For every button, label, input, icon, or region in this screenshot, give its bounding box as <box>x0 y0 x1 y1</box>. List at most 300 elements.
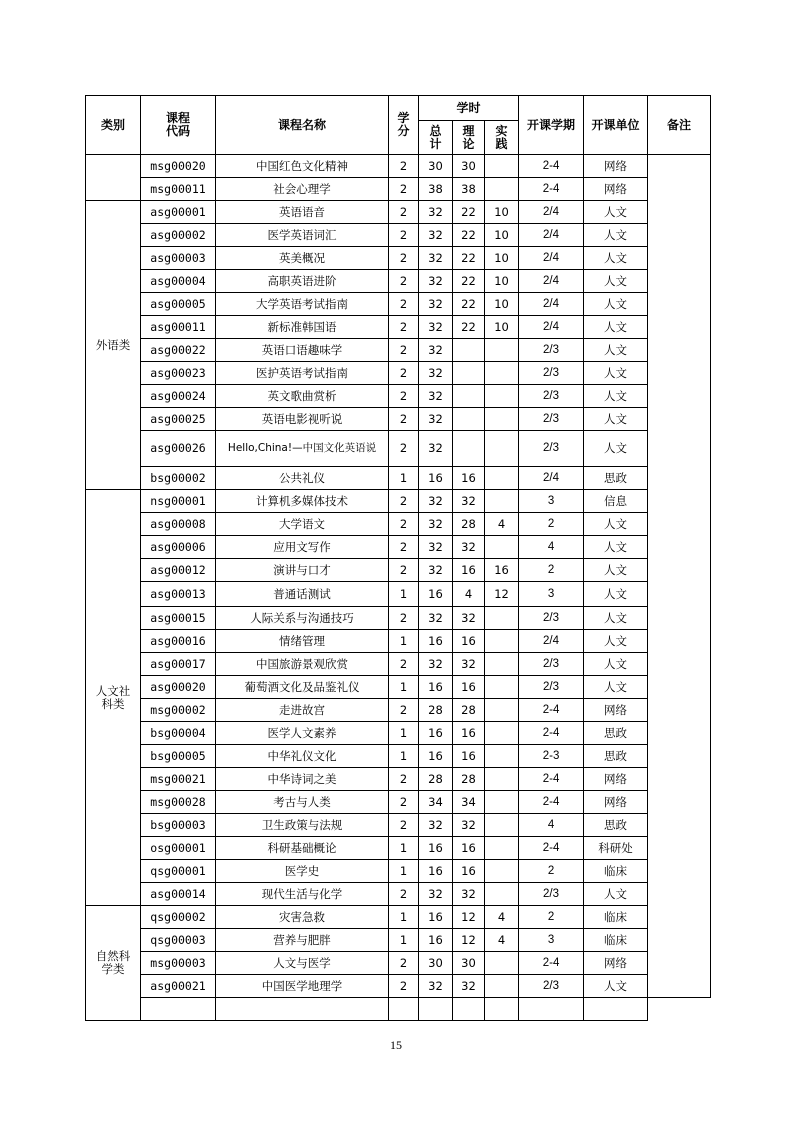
table-body <box>86 155 711 1021</box>
table-header <box>86 96 711 155</box>
unit-cell: 人文 <box>584 607 648 630</box>
unit-cell: 人文 <box>584 431 648 467</box>
practice-hours-cell <box>485 339 519 362</box>
course-name-cell: 考古与人类 <box>216 791 389 814</box>
credit-cell: 1 <box>389 837 419 860</box>
theory-hours-cell <box>453 385 485 408</box>
course-code-cell: bsg00004 <box>141 722 216 745</box>
term-cell: 2/3 <box>519 883 584 906</box>
term-cell: 2 <box>519 860 584 883</box>
unit-cell: 人文 <box>584 513 648 536</box>
theory-hours-cell: 30 <box>453 155 485 178</box>
course-name-cell: 社会心理学 <box>216 178 389 201</box>
course-code-cell: asg00006 <box>141 536 216 559</box>
term-cell: 2-4 <box>519 178 584 201</box>
table-row <box>86 224 711 247</box>
theory-hours-cell: 16 <box>453 860 485 883</box>
total-hours-cell: 16 <box>419 929 453 952</box>
term-cell: 2/4 <box>519 247 584 270</box>
total-hours-cell: 16 <box>419 582 453 607</box>
course-code-cell: qsg00002 <box>141 906 216 929</box>
course-code-cell: asg00026 <box>141 431 216 467</box>
practice-hours-cell: 4 <box>485 906 519 929</box>
total-hours-cell: 28 <box>419 699 453 722</box>
total-hours-cell: 32 <box>419 653 453 676</box>
practice-hours-cell <box>485 722 519 745</box>
credit-cell: 2 <box>389 699 419 722</box>
header-term: 开课学期 <box>519 96 584 155</box>
header-credit: 学 分 <box>389 96 419 155</box>
theory-hours-cell: 32 <box>453 883 485 906</box>
course-code-cell: msg00003 <box>141 952 216 975</box>
total-hours-cell: 32 <box>419 513 453 536</box>
course-code-cell: osg00001 <box>141 837 216 860</box>
theory-hours-cell: 4 <box>453 582 485 607</box>
practice-hours-cell: 10 <box>485 316 519 339</box>
credit-cell: 2 <box>389 952 419 975</box>
term-cell: 3 <box>519 490 584 513</box>
unit-cell: 人文 <box>584 408 648 431</box>
course-name-cell: 公共礼仪 <box>216 467 389 490</box>
course-name-cell: 走进故宫 <box>216 699 389 722</box>
total-hours-cell: 32 <box>419 293 453 316</box>
course-code-cell: qsg00003 <box>141 929 216 952</box>
term-cell: 2/4 <box>519 201 584 224</box>
course-code-cell: nsg00001 <box>141 490 216 513</box>
unit-cell: 人文 <box>584 270 648 293</box>
unit-cell: 人文 <box>584 653 648 676</box>
table-row <box>86 975 711 998</box>
table-row <box>86 883 711 906</box>
credit-cell: 2 <box>389 408 419 431</box>
practice-hours-cell <box>485 837 519 860</box>
term-cell: 2/3 <box>519 676 584 699</box>
theory-hours-cell: 28 <box>453 513 485 536</box>
table-row <box>86 952 711 975</box>
practice-hours-cell <box>485 178 519 201</box>
unit-cell: 网络 <box>584 178 648 201</box>
theory-hours-cell: 16 <box>453 676 485 699</box>
credit-cell: 2 <box>389 814 419 837</box>
unit-cell: 人文 <box>584 339 648 362</box>
category-cell <box>86 155 141 201</box>
course-name-cell: 卫生政策与法规 <box>216 814 389 837</box>
course-name-cell: 医学英语词汇 <box>216 224 389 247</box>
total-hours-cell: 32 <box>419 316 453 339</box>
table-row <box>86 467 711 490</box>
term-cell: 2-4 <box>519 952 584 975</box>
remark-cell <box>648 155 711 998</box>
unit-cell: 人文 <box>584 630 648 653</box>
course-name-cell: 人文与医学 <box>216 952 389 975</box>
total-hours-cell: 32 <box>419 224 453 247</box>
table-row <box>86 582 711 607</box>
theory-hours-cell <box>453 431 485 467</box>
term-cell: 2/4 <box>519 293 584 316</box>
practice-hours-cell: 12 <box>485 582 519 607</box>
term-cell: 4 <box>519 814 584 837</box>
credit-cell: 1 <box>389 722 419 745</box>
unit-cell: 临床 <box>584 860 648 883</box>
total-hours-cell: 16 <box>419 676 453 699</box>
table-row <box>86 293 711 316</box>
practice-hours-cell <box>485 998 519 1021</box>
course-name-cell: 英语口语趣味学 <box>216 339 389 362</box>
term-cell: 2/3 <box>519 408 584 431</box>
table-row <box>86 362 711 385</box>
course-code-cell: asg00008 <box>141 513 216 536</box>
table-row <box>86 722 711 745</box>
header-practice-hours: 实 践 <box>485 121 519 155</box>
theory-hours-cell: 16 <box>453 722 485 745</box>
course-table <box>85 95 711 1021</box>
course-code-cell: asg00005 <box>141 293 216 316</box>
course-name-cell: 英语语音 <box>216 201 389 224</box>
header-course-code: 课程 代码 <box>141 96 216 155</box>
total-hours-cell: 32 <box>419 607 453 630</box>
total-hours-cell: 32 <box>419 814 453 837</box>
course-name-cell: 医学史 <box>216 860 389 883</box>
course-name-cell: 科研基础概论 <box>216 837 389 860</box>
course-code-cell: asg00004 <box>141 270 216 293</box>
term-cell: 2-4 <box>519 155 584 178</box>
term-cell: 2/4 <box>519 467 584 490</box>
theory-hours-cell: 32 <box>453 490 485 513</box>
total-hours-cell: 34 <box>419 791 453 814</box>
unit-cell: 网络 <box>584 699 648 722</box>
table-row <box>86 536 711 559</box>
credit-cell: 2 <box>389 431 419 467</box>
course-name-cell: 中国医学地理学 <box>216 975 389 998</box>
unit-cell: 人文 <box>584 201 648 224</box>
practice-hours-cell: 16 <box>485 559 519 582</box>
credit-cell: 1 <box>389 860 419 883</box>
category-cell: 人文社科类 <box>86 490 141 906</box>
credit-cell: 2 <box>389 385 419 408</box>
total-hours-cell: 32 <box>419 247 453 270</box>
total-hours-cell: 32 <box>419 975 453 998</box>
term-cell: 2-4 <box>519 837 584 860</box>
credit-cell: 2 <box>389 247 419 270</box>
course-name-cell: 新标准韩国语 <box>216 316 389 339</box>
practice-hours-cell <box>485 768 519 791</box>
total-hours-cell: 32 <box>419 883 453 906</box>
course-code-cell: asg00024 <box>141 385 216 408</box>
practice-hours-cell: 10 <box>485 247 519 270</box>
practice-hours-cell <box>485 975 519 998</box>
term-cell: 2 <box>519 906 584 929</box>
credit-cell: 2 <box>389 559 419 582</box>
total-hours-cell: 32 <box>419 490 453 513</box>
table-row <box>86 316 711 339</box>
credit-cell: 2 <box>389 155 419 178</box>
theory-hours-cell: 28 <box>453 699 485 722</box>
table-row <box>86 791 711 814</box>
theory-hours-cell: 16 <box>453 745 485 768</box>
table-row <box>86 155 711 178</box>
table-row <box>86 408 711 431</box>
credit-cell: 1 <box>389 582 419 607</box>
course-name-cell: 普通话测试 <box>216 582 389 607</box>
theory-hours-cell: 28 <box>453 768 485 791</box>
theory-hours-cell <box>453 408 485 431</box>
practice-hours-cell <box>485 630 519 653</box>
table-row <box>86 929 711 952</box>
table-row <box>86 385 711 408</box>
total-hours-cell: 32 <box>419 559 453 582</box>
course-code-cell: msg00021 <box>141 768 216 791</box>
unit-cell: 人文 <box>584 385 648 408</box>
table-row <box>86 490 711 513</box>
term-cell: 2/3 <box>519 431 584 467</box>
course-name-cell: 营养与肥胖 <box>216 929 389 952</box>
course-code-cell: msg00028 <box>141 791 216 814</box>
unit-cell: 网络 <box>584 791 648 814</box>
header-category: 类别 <box>86 96 141 155</box>
practice-hours-cell <box>485 385 519 408</box>
total-hours-cell: 32 <box>419 201 453 224</box>
unit-cell: 人文 <box>584 582 648 607</box>
theory-hours-cell: 32 <box>453 975 485 998</box>
unit-cell: 人文 <box>584 883 648 906</box>
total-hours-cell: 32 <box>419 362 453 385</box>
practice-hours-cell: 10 <box>485 270 519 293</box>
theory-hours-cell: 22 <box>453 247 485 270</box>
course-name-cell: 计算机多媒体技术 <box>216 490 389 513</box>
theory-hours-cell: 32 <box>453 536 485 559</box>
unit-cell: 思政 <box>584 745 648 768</box>
course-code-cell: asg00012 <box>141 559 216 582</box>
credit-cell: 2 <box>389 536 419 559</box>
table-row <box>86 745 711 768</box>
unit-cell: 人文 <box>584 224 648 247</box>
header-course-name: 课程名称 <box>216 96 389 155</box>
term-cell: 4 <box>519 536 584 559</box>
theory-hours-cell <box>453 998 485 1021</box>
practice-hours-cell <box>485 699 519 722</box>
unit-cell: 网络 <box>584 768 648 791</box>
course-code-cell: asg00016 <box>141 630 216 653</box>
practice-hours-cell <box>485 952 519 975</box>
total-hours-cell: 38 <box>419 178 453 201</box>
practice-hours-cell <box>485 814 519 837</box>
credit-cell: 2 <box>389 270 419 293</box>
course-code-cell: msg00002 <box>141 699 216 722</box>
table-row <box>86 339 711 362</box>
theory-hours-cell: 30 <box>453 952 485 975</box>
table-row <box>86 906 711 929</box>
total-hours-cell: 16 <box>419 837 453 860</box>
course-code-cell: asg00017 <box>141 653 216 676</box>
credit-cell: 2 <box>389 513 419 536</box>
table-row <box>86 431 711 467</box>
term-cell: 2/3 <box>519 362 584 385</box>
credit-cell: 1 <box>389 676 419 699</box>
course-name-cell: 演讲与口才 <box>216 559 389 582</box>
term-cell: 2/4 <box>519 316 584 339</box>
course-code-cell: asg00021 <box>141 975 216 998</box>
term-cell: 2-4 <box>519 791 584 814</box>
term-cell <box>519 998 584 1021</box>
course-code-cell: asg00020 <box>141 676 216 699</box>
course-code-cell: asg00025 <box>141 408 216 431</box>
category-cell: 外语类 <box>86 201 141 490</box>
credit-cell <box>389 998 419 1021</box>
credit-cell: 1 <box>389 467 419 490</box>
unit-cell: 网络 <box>584 952 648 975</box>
unit-cell: 人文 <box>584 247 648 270</box>
course-name-cell <box>216 998 389 1021</box>
credit-cell: 1 <box>389 929 419 952</box>
practice-hours-cell <box>485 155 519 178</box>
term-cell: 2/3 <box>519 975 584 998</box>
practice-hours-cell: 4 <box>485 513 519 536</box>
course-name-cell: 人际关系与沟通技巧 <box>216 607 389 630</box>
unit-cell: 网络 <box>584 155 648 178</box>
practice-hours-cell <box>485 362 519 385</box>
theory-hours-cell: 22 <box>453 201 485 224</box>
course-code-cell: bsg00003 <box>141 814 216 837</box>
table-row <box>86 178 711 201</box>
total-hours-cell: 32 <box>419 270 453 293</box>
course-name-cell: 大学英语考试指南 <box>216 293 389 316</box>
unit-cell: 人文 <box>584 362 648 385</box>
term-cell: 2/3 <box>519 385 584 408</box>
course-name-cell: 情绪管理 <box>216 630 389 653</box>
term-cell: 2-4 <box>519 699 584 722</box>
course-code-cell: asg00003 <box>141 247 216 270</box>
header-remark: 备注 <box>648 96 711 155</box>
theory-hours-cell: 22 <box>453 316 485 339</box>
course-name-cell: 中华诗词之美 <box>216 768 389 791</box>
table-row <box>86 699 711 722</box>
theory-hours-cell: 32 <box>453 653 485 676</box>
header-total-hours: 总 计 <box>419 121 453 155</box>
unit-cell: 科研处 <box>584 837 648 860</box>
course-name-cell: Hello,China!—中国文化英语说 <box>216 431 389 467</box>
course-code-cell: asg00002 <box>141 224 216 247</box>
credit-cell: 2 <box>389 653 419 676</box>
theory-hours-cell: 16 <box>453 837 485 860</box>
total-hours-cell: 28 <box>419 768 453 791</box>
theory-hours-cell: 22 <box>453 224 485 247</box>
course-name-cell: 英文歌曲赏析 <box>216 385 389 408</box>
table-row <box>86 270 711 293</box>
table-row <box>86 653 711 676</box>
course-code-cell: bsg00005 <box>141 745 216 768</box>
course-name-cell: 中国红色文化精神 <box>216 155 389 178</box>
course-name-cell: 医学人文素养 <box>216 722 389 745</box>
theory-hours-cell: 34 <box>453 791 485 814</box>
unit-cell: 人文 <box>584 676 648 699</box>
practice-hours-cell <box>485 653 519 676</box>
course-name-cell: 英美概况 <box>216 247 389 270</box>
table-row <box>86 998 711 1021</box>
course-code-cell: asg00022 <box>141 339 216 362</box>
credit-cell: 2 <box>389 975 419 998</box>
credit-cell: 2 <box>389 607 419 630</box>
term-cell: 2/3 <box>519 607 584 630</box>
course-name-cell: 医护英语考试指南 <box>216 362 389 385</box>
practice-hours-cell <box>485 431 519 467</box>
credit-cell: 2 <box>389 224 419 247</box>
practice-hours-cell <box>485 860 519 883</box>
total-hours-cell: 32 <box>419 339 453 362</box>
credit-cell: 2 <box>389 768 419 791</box>
practice-hours-cell <box>485 467 519 490</box>
course-name-cell: 应用文写作 <box>216 536 389 559</box>
term-cell: 2/4 <box>519 224 584 247</box>
category-cell: 自然科学类 <box>86 906 141 1021</box>
theory-hours-cell: 38 <box>453 178 485 201</box>
table-row <box>86 201 711 224</box>
practice-hours-cell: 4 <box>485 929 519 952</box>
course-code-cell: msg00020 <box>141 155 216 178</box>
theory-hours-cell <box>453 339 485 362</box>
table-row <box>86 513 711 536</box>
term-cell: 2/4 <box>519 270 584 293</box>
course-code-cell: asg00023 <box>141 362 216 385</box>
course-name-cell: 中国旅游景观欣赏 <box>216 653 389 676</box>
total-hours-cell <box>419 998 453 1021</box>
practice-hours-cell <box>485 408 519 431</box>
term-cell: 2 <box>519 513 584 536</box>
total-hours-cell: 32 <box>419 385 453 408</box>
course-code-cell: asg00001 <box>141 201 216 224</box>
credit-cell: 2 <box>389 791 419 814</box>
unit-cell: 思政 <box>584 722 648 745</box>
theory-hours-cell: 32 <box>453 607 485 630</box>
term-cell: 3 <box>519 929 584 952</box>
term-cell: 3 <box>519 582 584 607</box>
term-cell: 2/3 <box>519 339 584 362</box>
unit-cell: 人文 <box>584 293 648 316</box>
total-hours-cell: 30 <box>419 952 453 975</box>
credit-cell: 2 <box>389 883 419 906</box>
table-row <box>86 860 711 883</box>
unit-cell <box>584 998 648 1021</box>
table-row <box>86 630 711 653</box>
total-hours-cell: 32 <box>419 431 453 467</box>
unit-cell: 临床 <box>584 929 648 952</box>
theory-hours-cell: 12 <box>453 906 485 929</box>
unit-cell: 思政 <box>584 467 648 490</box>
credit-cell: 2 <box>389 201 419 224</box>
term-cell: 2/3 <box>519 653 584 676</box>
practice-hours-cell <box>485 791 519 814</box>
course-code-cell: asg00015 <box>141 607 216 630</box>
page-number: 15 <box>390 1038 402 1052</box>
practice-hours-cell: 10 <box>485 224 519 247</box>
term-cell: 2/4 <box>519 630 584 653</box>
total-hours-cell: 16 <box>419 467 453 490</box>
unit-cell: 信息 <box>584 490 648 513</box>
term-cell: 2-3 <box>519 745 584 768</box>
course-code-cell: bsg00002 <box>141 467 216 490</box>
course-code-cell: asg00013 <box>141 582 216 607</box>
term-cell: 2-4 <box>519 722 584 745</box>
credit-cell: 2 <box>389 316 419 339</box>
total-hours-cell: 16 <box>419 722 453 745</box>
theory-hours-cell: 22 <box>453 270 485 293</box>
credit-cell: 2 <box>389 339 419 362</box>
term-cell: 2 <box>519 559 584 582</box>
header-hours: 学时 <box>419 96 519 121</box>
course-name-cell: 高职英语进阶 <box>216 270 389 293</box>
unit-cell: 人文 <box>584 316 648 339</box>
practice-hours-cell <box>485 536 519 559</box>
credit-cell: 1 <box>389 630 419 653</box>
